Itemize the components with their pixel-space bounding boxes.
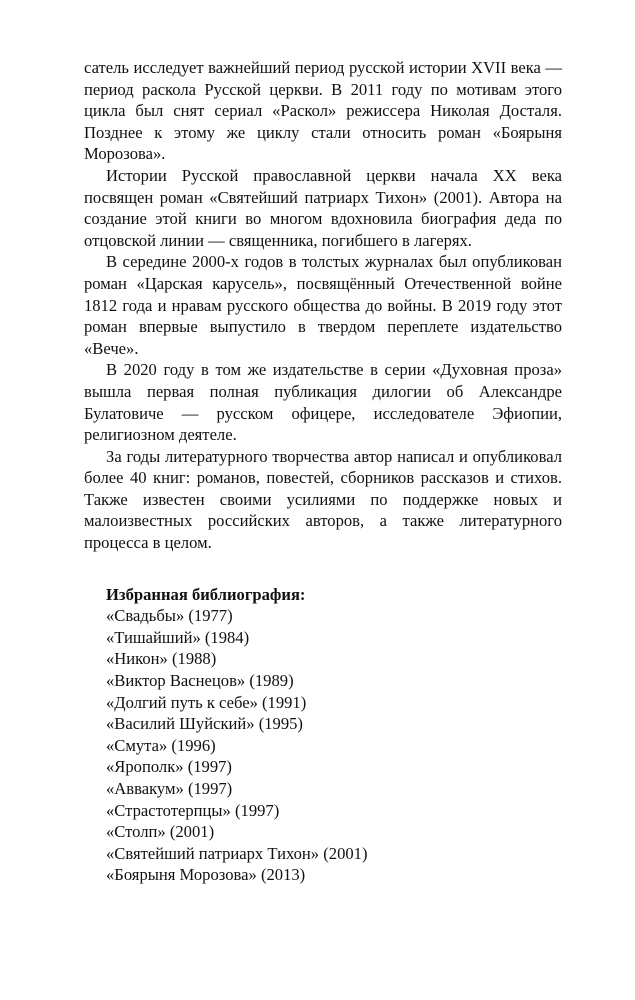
book-page (84, 57, 562, 886)
bibliography-item: «Святейший патриарх Тихон» (2001) (106, 843, 368, 863)
paragraph-tsarskaya-karusel: В середине 2000-х годов в толстых журналах был опубликован роман «Царская карусель», посвящённый Отечественной войне 1812 года и нравам русского общества до войны. В 2019 году этот роман впервые выпустило в твердом переплете издательство «Вече». (84, 252, 562, 358)
bibliography-item: «Никон» (1988) (106, 649, 217, 669)
bibliography-item: «Ярополк» (1997) (106, 757, 232, 777)
bibliography-section (84, 584, 562, 886)
bibliography-item: «Свадьбы» (1977) (106, 606, 233, 626)
bibliography-item: «Боярыня Морозова» (2013) (106, 865, 306, 885)
paragraph-creative-career: За годы литературного творчества автор написал и опубликовал более 40 книг: романов, повестей, сборников рассказов и стихов. Также известен своими усилиями по поддержке новых и малоизвестных российских авторов, а также литературного процесса в целом. (84, 446, 562, 553)
bibliography-item: «Виктор Васнецов» (1989) (106, 671, 294, 691)
paragraph-continued: сатель исследует важнейший период русской истории XVII века — период раскола Русской церкви. В 2011 году по мотивам этого цикла был снят сериал «Раскол» режиссера Николая Досталя. Позднее к этому же циклу стали относить роман «Боярыня Морозова». (84, 58, 562, 164)
bibliography-item: «Долгий путь к себе» (1991) (106, 692, 307, 712)
bibliography-item: «Столп» (2001) (106, 822, 215, 842)
bibliography-item: «Василий Шуйский» (1995) (106, 714, 303, 734)
bibliography-item: «Смута» (1996) (106, 735, 216, 755)
bibliography-item: «Страстотерпцы» (1997) (106, 800, 280, 820)
bibliography-item: «Аввакум» (1997) (106, 779, 233, 798)
bibliography-item: «Тишайший» (1984) (106, 627, 250, 647)
paragraph-church-history: Истории Русской православной церкви начала XX века посвящен роман «Святейший патриарх Тихон» (2001). Автора на создание этой книги во многом вдохновила биография деда по отцовской линии — священника, погибшего в лагерях. (84, 165, 562, 250)
bibliography-heading: Избранная библиография: (106, 584, 306, 604)
bibliography-list (106, 605, 562, 886)
paragraph-dilogy: В 2020 году в том же издательстве в серии «Духовная проза» вышла первая полная публикация дилогии об Александре Булатовиче — русском офицере, исследователе Эфиопии, религиозном деятеле. (84, 360, 562, 445)
